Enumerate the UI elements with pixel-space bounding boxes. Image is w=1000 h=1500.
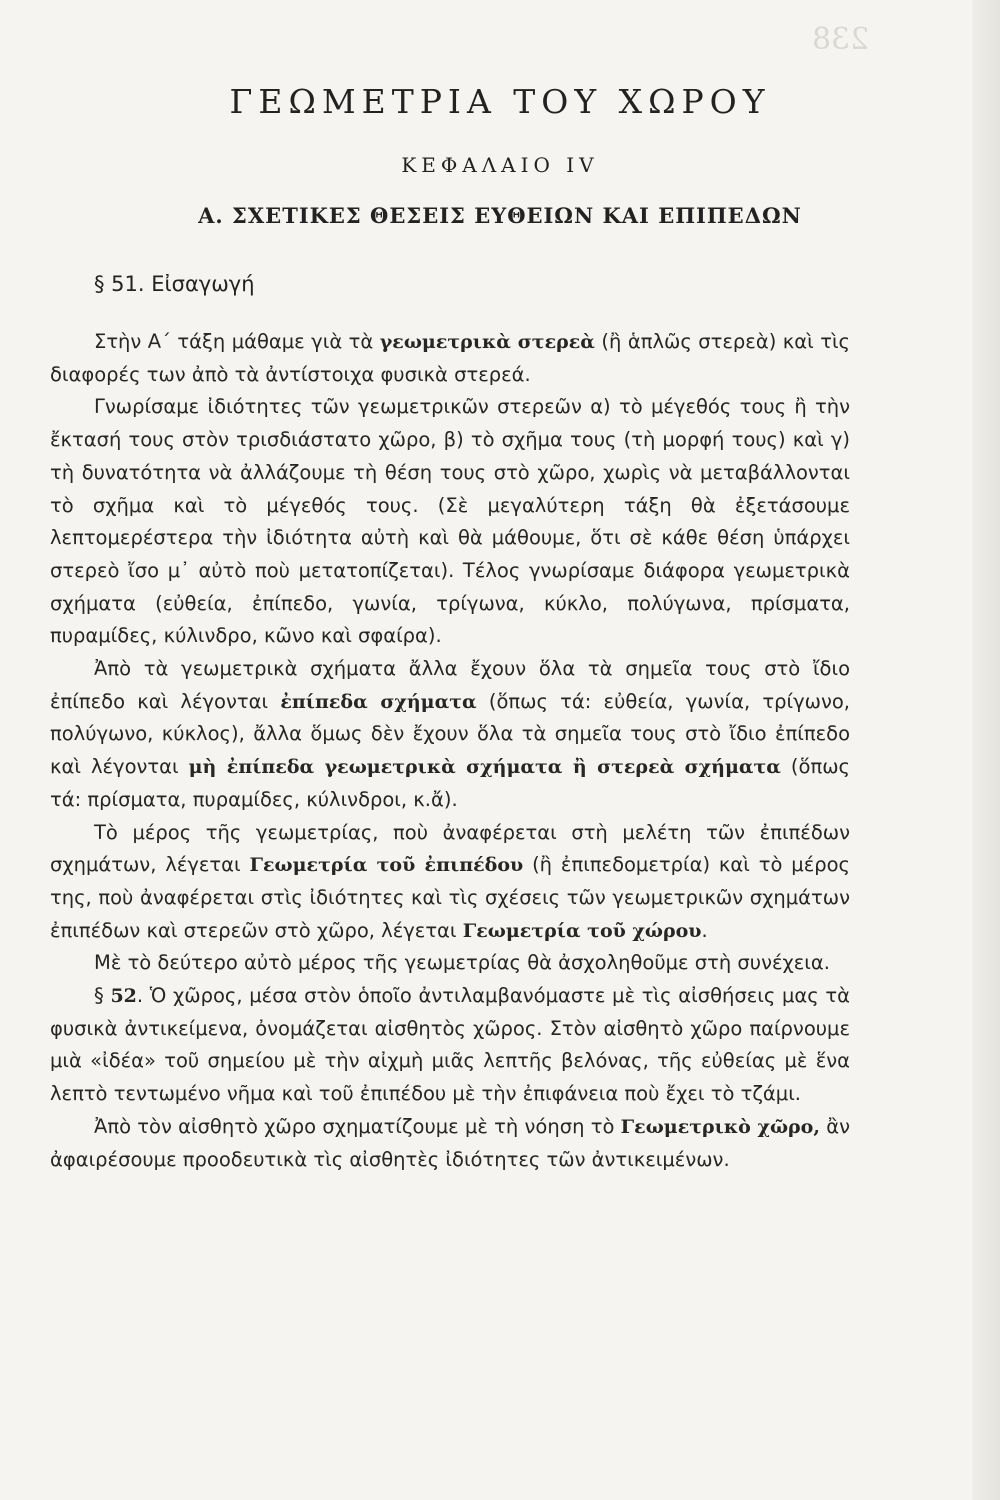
text-run: Ἀπὸ τὸν αἰσθητὸ χῶρο σχηματίζουμε μὲ τὴ νόηση τὸ	[94, 1114, 621, 1138]
text-run: Μὲ τὸ δεύτερο αὐτὸ μέρος τῆς γεωμετρίας θὰ ἀσχοληθοῦμε στὴ συνέχεια.	[94, 951, 830, 975]
text-run: . Ὁ χῶρος, μέσα στὸν ὁποῖο ἀντιλαμβανόμαστε μὲ τὶς αἰσθήσεις μας τὰ φυσικὰ ἀντικείμενα, ὀνομάζεται αἰσθητὸς χῶρος. Στὸν αἰσθητὸ χῶρο παίρνουμε μιὰ «ἰδέα» τοῦ σημείου μὲ τὴν αἰχμὴ μιᾶς λεπτῆς βελόνας, τῆς εὐθείας μὲ ἕνα λεπτὸ τεντωμένο νῆμα καὶ τοῦ ἐπιπέδου μὲ τὴν ἐπιφάνεια ποὺ ἔχει τὸ τζάμι.	[50, 984, 851, 1106]
text-run: ἂν ἀφαιρέσουμε προοδευτικὰ τὶς αἰσθητὲς ἰδιότητες τῶν ἀντικειμένων.	[50, 1114, 851, 1171]
section-number: § 51.	[94, 272, 145, 296]
text-run: (ἢ ἐπιπεδομετρία) καὶ τὸ μέρος της, ποὺ ἀναφέρεται στὶς ἰδιότητες καὶ τὶς σχέσεις τῶν γεωμετρικῶν σχημάτων ἐπιπέδων καὶ στερεῶν στὸ χῶρο, λέγεται	[50, 853, 850, 942]
section-subtitle: Α. ΣΧΕΤΙΚΕΣ ΘΕΣΕΙΣ ΕΥΘΕΙΩΝ ΚΑΙ ΕΠΙΠΕΔΩΝ	[198, 203, 802, 228]
paragraph-4	[50, 817, 850, 948]
text-run: (ὅπως τά: πρίσματα, πυραμίδες, κύλινδροι, κ.ἄ).	[50, 755, 850, 811]
bold-term: ἐπίπεδα σχήματα	[280, 690, 477, 713]
paragraph-1	[50, 326, 850, 391]
text-run: (ἢ ἁπλῶς στερεὰ) καὶ τὶς διαφορές των ἀπὸ τὰ ἀντίστοιχα φυσικὰ στερεά.	[50, 330, 851, 386]
bold-term: 52	[110, 985, 137, 1008]
text-run: (ὅπως τά: εὐθεία, γωνία, τρίγωνο, πολύγωνο, κύκλος), ἄλλα ὅμως δὲν ἔχουν ὅλα τὰ σημεῖα τους στὸ ἴδιο ἐπίπεδο καὶ λέγονται	[50, 689, 850, 779]
paragraph-2	[50, 391, 850, 653]
text-run: Στὴν Α΄ τάξη μάθαμε γιὰ τὰ	[94, 330, 380, 353]
paragraph-5	[50, 947, 850, 980]
text-run: .	[701, 918, 708, 942]
page-number-bleed: 238	[812, 22, 870, 57]
page-title: ΓΕΩΜΕΤΡΙΑ ΤΟΥ ΧΩΡΟΥ	[229, 82, 771, 121]
paragraph-7	[50, 1111, 850, 1176]
paragraph-6	[50, 980, 850, 1111]
chapter-heading: ΚΕΦΑΛΑΙΟ IV	[401, 153, 599, 177]
body-text	[50, 326, 850, 1176]
text-run: §	[94, 984, 111, 1008]
bold-term: Γεωμετρία τοῦ χώρου	[462, 919, 702, 942]
text-run: Γνωρίσαμε ἰδιότητες τῶν γεωμετρικῶν στερεῶν α) τὸ μέγεθός τους ἢ τὴν ἔκτασή τους στὸν τρισδιάστατο χῶρο, β) τὸ σχῆμα τους (τὴ μορφή τους) καὶ γ) τὴ δυνατότητα νὰ ἀλλάζουμε τὴ θέση τους στὸ χῶρο, χωρὶς νὰ μεταβάλλονται τὸ σχῆμα καὶ τὸ μέγεθός τους. (Σὲ μεγαλύτερη τάξη θὰ ἐξετάσουμε λεπτομερέστερα τὴν ἰδιότητα αὐτὴ καὶ θὰ μάθουμε, ὅτι σὲ κάθε θέση ὑπάρχει στερεὸ ἴσο μ᾽ αὐτὸ ποὺ μετατοπίζεται). Τέλος γνωρίσαμε διάφορα γεωμετρικὰ σχήματα (εὐθεία, ἐπίπεδο, γωνία, τρίγωνα, κύκλο, πολύγωνα, πρίσματα, πυραμίδες, κύλινδρο, κῶνο καὶ σφαίρα).	[50, 395, 850, 648]
bold-term: γεωμετρικὰ στερεὰ	[379, 331, 595, 353]
bold-term: Γεωμετρία τοῦ ἐπιπέδου	[249, 854, 524, 877]
section-51-heading	[94, 272, 255, 296]
bold-term: Γεωμετρικὸ χῶρο,	[620, 1115, 820, 1138]
text-run: Ἀπὸ τὰ γεωμετρικὰ σχήματα ἄλλα ἔχουν ὅλα τὰ σημεῖα τους στὸ ἴδιο ἐπίπεδο καὶ λέγονται	[50, 657, 850, 713]
paragraph-3	[50, 653, 850, 817]
text-run: Τὸ μέρος τῆς γεωμετρίας, ποὺ ἀναφέρεται στὴ μελέτη τῶν ἐπιπέδων σχημάτων, λέγεται	[50, 820, 850, 877]
bold-term: μὴ ἐπίπεδα γεωμετρικὰ σχήματα ἢ στερεὰ σχήματα	[188, 756, 781, 779]
section-title: Εἰσαγωγή	[151, 272, 255, 296]
